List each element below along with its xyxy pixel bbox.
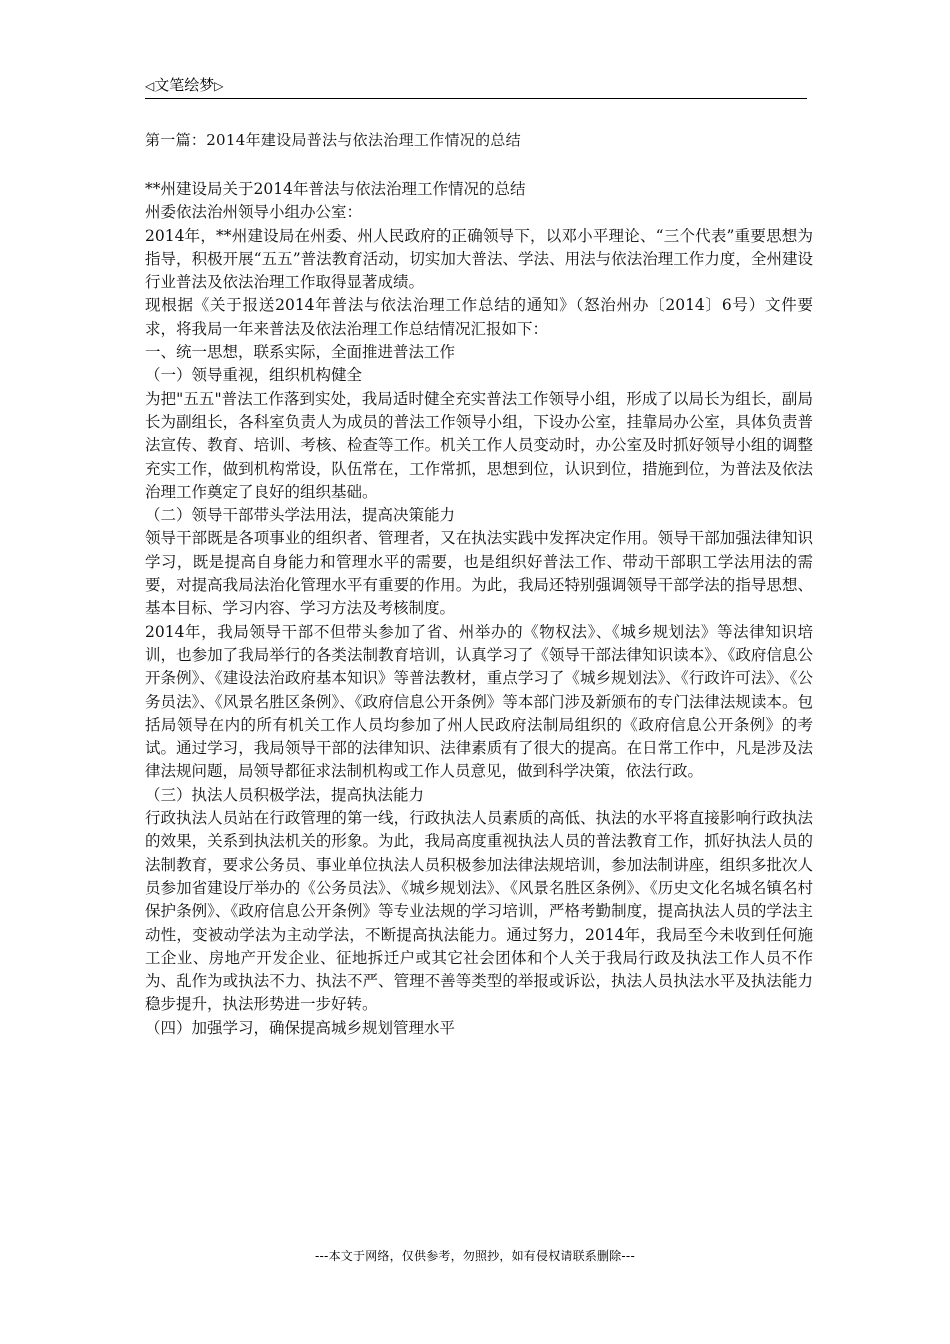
- document-body: [145, 178, 813, 1040]
- paragraph: 领导干部既是各项事业的组织者、管理者，又在执法实践中发挥决定作用。领导干部加强法律知识学习，既是提高自身能力和管理水平的需要，也是组织好普法工作、带动干部职工学法用法的需要，对提高我局法治化管理水平有重要的作用。为此，我局还特别强调领导干部学法的指导思想、基本目标、学习内容、学习方法及考核制度。: [145, 529, 813, 618]
- document-title: 第一篇：2014年建设局普法与依法治理工作情况的总结: [145, 131, 521, 149]
- logo: [145, 74, 223, 95]
- logo-text: 文笔绘梦: [154, 76, 215, 94]
- page-header: [145, 70, 807, 99]
- paragraph: 为把"五五"普法工作落到实处，我局适时健全充实普法工作领导小组，形成了以局长为组长，副局长为副组长，各科室负责人为成员的普法工作领导小组，下设办公室，挂靠局办公室，具体负责普法宣传、教育、培训、考核、检查等工作。机关工作人员变动时，办公室及时抓好领导小组的调整充实工作，做到机构常设，队伍常在，工作常抓，思想到位，认识到位，措施到位，为普法及依法治理工作奠定了良好的组织基础。: [145, 389, 813, 501]
- addressee: 州委依法治州领导小组办公室：: [145, 203, 363, 222]
- subsection-heading: （二）领导干部带头学法用法，提高决策能力: [145, 506, 456, 525]
- right-triangle-icon: ▷: [214, 79, 224, 93]
- summary-heading: **州建设局关于2014年普法与依法治理工作情况的总结: [145, 180, 526, 198]
- paragraph: 现根据《关于报送2014年普法与依法治理工作总结的通知》（怒治州办〔2014〕6号）文件要求，将我局一年来普法及依法治理工作总结情况汇报如下：: [145, 296, 813, 338]
- subsection-heading: （一）领导重视，组织机构健全: [145, 366, 363, 385]
- paragraph: 2014年，我局领导干部不但带头参加了省、州举办的《物权法》、《城乡规划法》等法律知识培训，也参加了我局举行的各类法制教育培训，认真学习了《领导干部法律知识读本》、《政府信息公开条例》、《建设法治政府基本知识》等普法教材，重点学习了《城乡规划法》、《行政许可法》、《公务员法》、《风景名胜区条例》、《政府信息公开条例》等本部门涉及新颁布的专门法律法规读本。包括局领导在内的所有机关工作人员均参加了州人民政府法制局组织的《政府信息公开条例》的考试。通过学习，我局领导干部的法律知识、法律素质有了很大的提高。在日常工作中，凡是涉及法律法规问题，局领导都征求法制机构或工作人员意见，做到科学决策，依法行政。: [145, 622, 813, 781]
- subsection-heading: （四）加强学习，确保提高城乡规划管理水平: [145, 1018, 456, 1037]
- footer-notice: ---本文于网络，仅供参考，勿照抄，如有侵权请联系删除---: [315, 1249, 635, 1263]
- section-heading: 一、统一思想，联系实际，全面推进普法工作: [145, 343, 456, 362]
- paragraph: 2014年，**州建设局在州委、州人民政府的正确领导下，以邓小平理论、“三个代表”重要思想为指导，积极开展“五五”普法教育活动，切实加大普法、学法、用法与依法治理工作力度，全州建设行业普法及依法治理工作取得显著成绩。: [145, 226, 813, 292]
- paragraph: 行政执法人员站在行政管理的第一线，行政执法人员素质的高低、执法的水平将直接影响行政执法的效果，关系到执法机关的形象。为此，我局高度重视执法人员的普法教育工作，抓好执法人员的法制教育，要求公务员、事业单位执法人员积极参加法律法规培训，参加法制讲座，组织多批次人员参加省建设厅举办的《公务员法》、《城乡规划法》、《风景名胜区条例》、《历史文化名城名镇名村保护条例》、《政府信息公开条例》等专业法规的学习培训，严格考勤制度，提高执法人员的学法主动性，变被动学法为主动学法，不断提高执法能力。通过努力，2014年，我局至今未收到任何施工企业、房地产开发企业、征地拆迁户或其它社会团体和个人关于我局行政及执法工作人员不作为、乱作为或执法不力、执法不严、管理不善等类型的举报或诉讼，执法人员执法水平及执法能力稳步提升，执法形势进一步好转。: [145, 809, 813, 1014]
- left-triangle-icon: ◁: [145, 79, 155, 93]
- subsection-heading: （三）执法人员积极学法，提高执法能力: [145, 785, 425, 804]
